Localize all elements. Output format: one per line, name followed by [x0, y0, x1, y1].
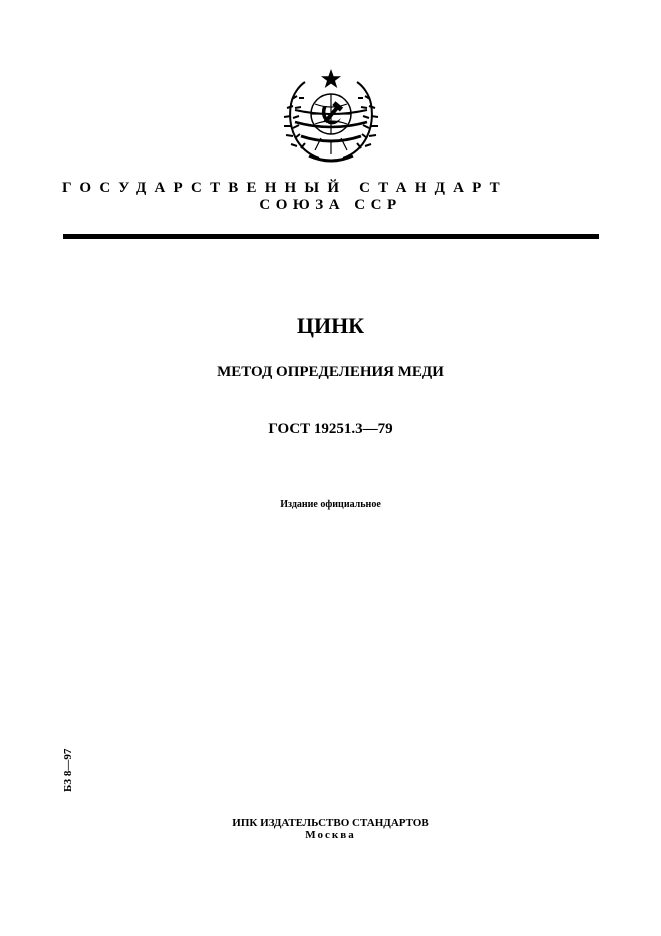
header-divider [63, 234, 599, 239]
header-state-standard: ГОСУДАРСТВЕННЫЙ СТАНДАРТ [62, 180, 508, 196]
document-title: ЦИНК [296, 313, 365, 338]
ussr-state-emblem-icon [279, 66, 383, 170]
side-code: БЗ 8—97 [62, 748, 74, 792]
edition-note: Издание официальное [280, 499, 381, 510]
header-ussr: СОЮЗА ССР [259, 197, 402, 213]
standard-number: ГОСТ 19251.3—79 [268, 421, 393, 437]
publisher-city: Москва [305, 829, 356, 841]
document-subtitle: МЕТОД ОПРЕДЕЛЕНИЯ МЕДИ [217, 364, 444, 380]
publisher-name: ИПК ИЗДАТЕЛЬСТВО СТАНДАРТОВ [232, 817, 429, 829]
